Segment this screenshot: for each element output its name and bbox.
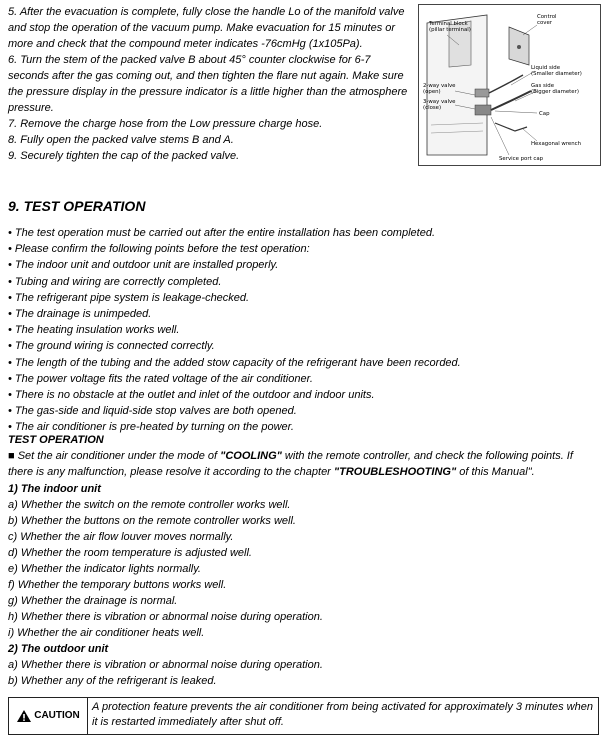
label-hex-wrench: Hexagonal wrench [531, 141, 582, 147]
evacuation-steps [8, 4, 413, 164]
label-gas-side: Gas side (Bigger diameter) [531, 83, 579, 95]
list-item: • The indoor unit and outdoor unit are installed properly. [8, 259, 279, 272]
list-item: • The ground wiring is connected correctly. [8, 340, 215, 353]
label-control-cover: Control cover [537, 14, 557, 26]
list-item: • The air conditioner is pre-heated by turning on the power. [8, 421, 294, 434]
list-item: • There is no obstacle at the outlet and inlet of the outdoor and indoor units. [8, 388, 375, 401]
indoor-item: a) Whether the switch on the remote controller works well. [8, 499, 291, 511]
list-item: • The heating insulation works well. [8, 324, 180, 337]
valve-diagram [418, 4, 601, 166]
valve-diagram-illustration [419, 5, 600, 165]
checklist [8, 225, 598, 435]
indoor-item: i) Whether the air conditioner heats well. [8, 627, 205, 639]
caution-label: CAUTION [34, 710, 80, 721]
caution-text: A protection feature prevents the air conditioner from being activated for approximately 3 minutes when it is restarted immediately after shut off. [92, 701, 593, 728]
label-2-way-valve: 2-way valve (open) [423, 83, 456, 95]
label-terminal-block: Terminal block (pillar terminal) [429, 21, 471, 33]
outdoor-unit-heading: 2) The outdoor unit [8, 643, 109, 655]
step-7: 7. Remove the charge hose from the Low pressure charge hose. [8, 118, 323, 130]
step-5: 5. After the evacuation is complete, fully close the handle Lo of the manifold valve and stop the operation of the vacuum pump. Make evacuation for 15 minutes or more and check that the compound meter indicates -76cmHg (1x105Pa). [8, 6, 405, 50]
indoor-item: d) Whether the room temperature is adjusted well. [8, 547, 252, 559]
step-9: 9. Securely tighten the cap of the packed valve. [8, 150, 240, 162]
outdoor-item: a) Whether there is vibration or abnormal noise during operation. [8, 659, 323, 671]
indoor-item: e) Whether the indicator lights normally. [8, 563, 201, 575]
label-service-port-cap: Service port cap [499, 156, 544, 162]
list-item: • The gas-side and liquid-side stop valves are both opened. [8, 405, 297, 418]
indoor-item: h) Whether there is vibration or abnormal noise during operation. [8, 611, 323, 623]
list-item: • The power voltage fits the rated voltage of the air conditioner. [8, 372, 313, 385]
step-6: 6. Turn the stem of the packed valve B about 45° counter clockwise for 6-7 seconds after the gas coming out, and then tighten the flare nut again. Make sure the pressure display in the pressure indicator is a little higher than the atmosphere pressure. [8, 54, 408, 114]
test-operation-intro: ■ Set the air conditioner under the mode of "COOLING" with the remote controller, and check the following points. If there is any malfunction, please resolve it according to the chapter "TROUBLESHOOTING" of this Manual". [8, 450, 573, 478]
indoor-item: c) Whether the air flow louver moves normally. [8, 531, 234, 543]
indoor-item: g) Whether the drainage is normal. [8, 595, 178, 607]
test-operation-heading: TEST OPERATION [8, 434, 104, 446]
caution-label-box [9, 698, 88, 734]
warning-icon [16, 709, 32, 723]
list-item: • The length of the tubing and the added stow capacity of the refrigerant have been recorded. [8, 356, 461, 369]
step-8: 8. Fully open the packed valve stems B and A. [8, 134, 234, 146]
section-title: 9. TEST OPERATION [8, 198, 146, 214]
outdoor-item: b) Whether any of the refrigerant is leaked. [8, 675, 217, 687]
label-cap: Cap [539, 111, 550, 117]
indoor-item: f) Whether the temporary buttons works well. [8, 579, 227, 591]
indoor-unit-heading: 1) The indoor unit [8, 483, 101, 495]
list-item: • The refrigerant pipe system is leakage-checked. [8, 291, 250, 304]
list-item: • The test operation must be carried out after the entire installation has been completed. [8, 227, 436, 239]
list-item: • The drainage is unimpeded. [8, 307, 152, 320]
label-3-way-valve: 3-way valve (close) [423, 99, 456, 111]
label-liquid-side: Liquid side (Smaller diameter) [531, 65, 582, 77]
list-item: • Tubing and wiring are correctly completed. [8, 275, 222, 288]
caution-box [8, 697, 599, 735]
indoor-item: b) Whether the buttons on the remote controller works well. [8, 515, 296, 527]
list-item: • Please confirm the following points before the test operation: [8, 243, 310, 256]
